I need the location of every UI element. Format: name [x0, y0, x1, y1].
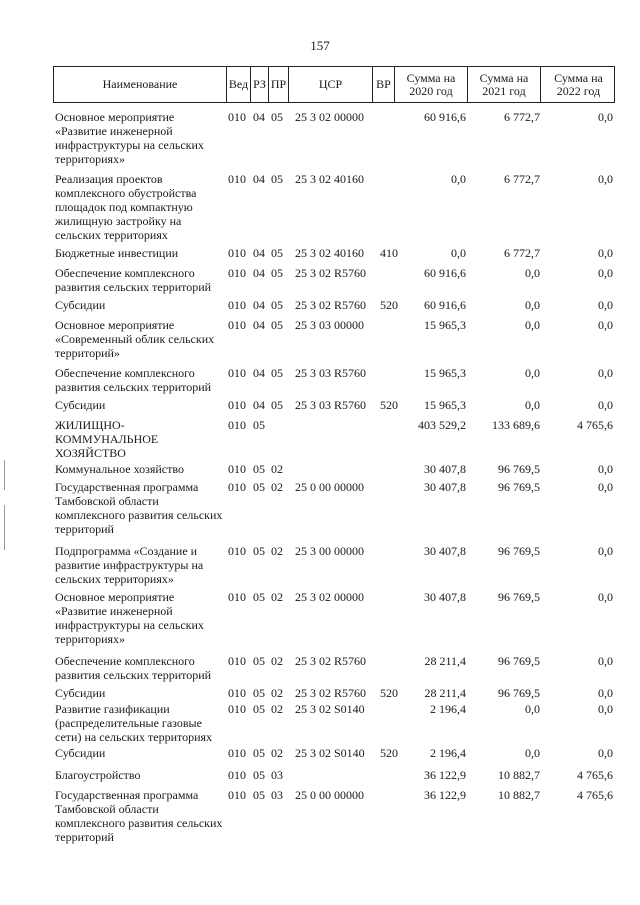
- cell-name: Субсидии: [55, 746, 106, 760]
- cell-s1: 60 916,6: [424, 298, 466, 312]
- cell-name: Бюджетные инвестиции: [55, 246, 179, 260]
- cell-ved: 010: [228, 590, 246, 604]
- cell-s1: 60 916,6: [424, 266, 466, 280]
- cell-csr: 25 3 02 R5760: [295, 686, 367, 700]
- cell-name: Субсидии: [55, 686, 106, 700]
- cell-s1: 60 916,6: [424, 110, 466, 124]
- cell-pr: 02: [271, 702, 283, 716]
- cell-name: Государственная программа Тамбовской области комплексного развития сельских территорий: [55, 788, 223, 844]
- cell-pr: 05: [271, 110, 283, 124]
- cell-csr: 25 0 00 00000: [295, 480, 364, 494]
- cell-rz: 04: [253, 172, 265, 186]
- column-header-sum-2021: Сумма на 2021 год: [468, 67, 541, 102]
- cell-csr: 25 3 02 00000: [295, 590, 364, 604]
- cell-s3: 0,0: [598, 172, 613, 186]
- cell-s2: 10 882,7: [498, 788, 540, 802]
- cell-s1: 15 965,3: [424, 398, 466, 412]
- cell-pr: 02: [271, 480, 283, 494]
- column-header-ved: Вед: [227, 67, 251, 102]
- cell-name: Субсидии: [55, 398, 106, 412]
- cell-s2: 96 769,5: [498, 686, 540, 700]
- cell-ved: 010: [228, 462, 246, 476]
- cell-ved: 010: [228, 544, 246, 558]
- cell-s1: 28 211,4: [424, 686, 466, 700]
- cell-s2: 96 769,5: [498, 654, 540, 668]
- cell-csr: 25 3 02 R5760: [295, 654, 367, 668]
- cell-name: Коммунальное хозяйство: [55, 462, 184, 476]
- cell-s2: 96 769,5: [498, 480, 540, 494]
- cell-name: Обеспечение комплексного развития сельских территорий: [55, 366, 212, 394]
- cell-s2: 96 769,5: [498, 544, 540, 558]
- cell-name: Основное мероприятие «Развитие инженерной инфраструктуры на сельских территориях»: [55, 110, 204, 166]
- cell-s3: 0,0: [598, 318, 613, 332]
- cell-s3: 4 765,6: [577, 418, 613, 432]
- cell-csr: 25 3 03 R5760: [295, 398, 367, 412]
- table-header: [53, 66, 615, 103]
- cell-s3: 0,0: [598, 686, 613, 700]
- cell-pr: 03: [271, 768, 283, 782]
- cell-vr: 520: [380, 398, 398, 412]
- column-header-name: Наименование: [54, 67, 227, 102]
- cell-s3: 0,0: [598, 462, 613, 476]
- cell-csr: 25 3 03 00000: [295, 318, 364, 332]
- column-header-sum-2022: Сумма на 2022 год: [554, 70, 603, 98]
- column-header-pr: ПР: [269, 67, 289, 102]
- cell-rz: 05: [253, 788, 265, 802]
- cell-name: Благоустройство: [55, 768, 141, 782]
- cell-csr: 25 3 02 40160: [295, 246, 364, 260]
- cell-name: Обеспечение комплексного развития сельских территорий: [55, 654, 212, 682]
- cell-s3: 0,0: [598, 654, 613, 668]
- cell-rz: 05: [253, 702, 265, 716]
- cell-rz: 05: [253, 590, 265, 604]
- cell-ved: 010: [228, 318, 246, 332]
- cell-ved: 010: [228, 298, 246, 312]
- cell-s2: 0,0: [525, 266, 540, 280]
- cell-pr: 05: [271, 298, 283, 312]
- cell-vr: 520: [380, 298, 398, 312]
- cell-name: Развитие газификации (распределительные газовые сети) на сельских территориях: [55, 702, 213, 744]
- cell-s3: 0,0: [598, 480, 613, 494]
- scan-margin-mark: [4, 505, 5, 550]
- cell-pr: 03: [271, 788, 283, 802]
- cell-name: Основное мероприятие «Современный облик сельских территорий»: [55, 318, 215, 360]
- cell-pr: 05: [271, 172, 283, 186]
- cell-rz: 04: [253, 266, 265, 280]
- cell-s2: 6 772,7: [504, 246, 540, 260]
- cell-rz: 04: [253, 398, 265, 412]
- cell-pr: 05: [271, 366, 283, 380]
- cell-pr: 02: [271, 544, 283, 558]
- cell-s1: 28 211,4: [424, 654, 466, 668]
- cell-s3: 0,0: [598, 266, 613, 280]
- cell-rz: 04: [253, 110, 265, 124]
- cell-s3: 0,0: [598, 398, 613, 412]
- cell-vr: 410: [380, 246, 398, 260]
- cell-pr: 02: [271, 686, 283, 700]
- cell-s1: 0,0: [451, 246, 466, 260]
- cell-s2: 0,0: [525, 398, 540, 412]
- cell-rz: 04: [253, 366, 265, 380]
- cell-ved: 010: [228, 418, 246, 432]
- page-number: 157: [310, 38, 330, 53]
- cell-rz: 04: [253, 298, 265, 312]
- cell-ved: 010: [228, 110, 246, 124]
- cell-csr: 25 3 02 S0140: [295, 746, 365, 760]
- cell-ved: 010: [228, 398, 246, 412]
- cell-name: Реализация проектов комплексного обустройства площадок под компактную жилищную застройку на сельских территориях: [55, 172, 197, 242]
- cell-csr: 25 3 02 R5760: [295, 266, 367, 280]
- cell-s1: 30 407,8: [424, 590, 466, 604]
- cell-s1: 15 965,3: [424, 366, 466, 380]
- cell-s2: 133 689,6: [492, 418, 540, 432]
- cell-s2: 6 772,7: [504, 110, 540, 124]
- cell-rz: 05: [253, 418, 265, 432]
- column-header-vr: ВР: [373, 67, 395, 102]
- cell-rz: 05: [253, 654, 265, 668]
- cell-ved: 010: [228, 768, 246, 782]
- cell-ved: 010: [228, 266, 246, 280]
- cell-s2: 0,0: [525, 318, 540, 332]
- cell-s3: 0,0: [598, 544, 613, 558]
- cell-s1: 36 122,9: [424, 788, 466, 802]
- cell-ved: 010: [228, 686, 246, 700]
- cell-s1: 403 529,2: [418, 418, 466, 432]
- cell-rz: 05: [253, 746, 265, 760]
- cell-name: Обеспечение комплексного развития сельских территорий: [55, 266, 212, 294]
- cell-pr: 02: [271, 654, 283, 668]
- cell-ved: 010: [228, 246, 246, 260]
- cell-s3: 0,0: [598, 702, 613, 716]
- cell-ved: 010: [228, 480, 246, 494]
- cell-s3: 0,0: [598, 110, 613, 124]
- cell-csr: 25 3 02 R5760: [295, 298, 367, 312]
- cell-csr: 25 3 02 S0140: [295, 702, 365, 716]
- cell-vr: 520: [380, 746, 398, 760]
- cell-rz: 04: [253, 318, 265, 332]
- cell-pr: 02: [271, 462, 283, 476]
- cell-s3: 0,0: [598, 298, 613, 312]
- cell-ved: 010: [228, 702, 246, 716]
- cell-s2: 6 772,7: [504, 172, 540, 186]
- cell-s3: 4 765,6: [577, 768, 613, 782]
- cell-pr: 02: [271, 746, 283, 760]
- cell-s3: 0,0: [598, 746, 613, 760]
- cell-s3: 0,0: [598, 246, 613, 260]
- cell-ved: 010: [228, 172, 246, 186]
- cell-s3: 0,0: [598, 366, 613, 380]
- cell-s1: 0,0: [451, 172, 466, 186]
- cell-s2: 0,0: [525, 366, 540, 380]
- column-header-csr: ЦСР: [289, 67, 373, 102]
- cell-rz: 05: [253, 462, 265, 476]
- cell-pr: 05: [271, 318, 283, 332]
- cell-ved: 010: [228, 654, 246, 668]
- cell-s1: 15 965,3: [424, 318, 466, 332]
- cell-pr: 05: [271, 246, 283, 260]
- cell-s1: 30 407,8: [424, 462, 466, 476]
- cell-s2: 96 769,5: [498, 462, 540, 476]
- cell-name: Субсидии: [55, 298, 106, 312]
- cell-s2: 0,0: [525, 746, 540, 760]
- cell-s1: 30 407,8: [424, 544, 466, 558]
- cell-name: Подпрограмма «Создание и развитие инфраструктуры на сельских территориях»: [55, 544, 204, 586]
- cell-name: Государственная программа Тамбовской области комплексного развития сельских территорий: [55, 480, 223, 536]
- cell-csr: 25 3 02 00000: [295, 110, 364, 124]
- cell-csr: 25 3 03 R5760: [295, 366, 367, 380]
- cell-ved: 010: [228, 366, 246, 380]
- cell-csr: 25 3 02 40160: [295, 172, 364, 186]
- cell-name: Основное мероприятие «Развитие инженерной инфраструктуры на сельских территориях»: [55, 590, 204, 646]
- cell-s1: 2 196,4: [430, 746, 466, 760]
- cell-rz: 04: [253, 246, 265, 260]
- cell-csr: 25 3 00 00000: [295, 544, 364, 558]
- cell-csr: 25 0 00 00000: [295, 788, 364, 802]
- cell-s3: 0,0: [598, 590, 613, 604]
- cell-s2: 96 769,5: [498, 590, 540, 604]
- cell-s2: 10 882,7: [498, 768, 540, 782]
- cell-s1: 2 196,4: [430, 702, 466, 716]
- column-header-rz: РЗ: [251, 67, 269, 102]
- scan-margin-mark: [4, 460, 5, 490]
- cell-pr: 02: [271, 590, 283, 604]
- cell-name: ЖИЛИЩНО-КОММУНАЛЬНОЕ ХОЗЯЙСТВО: [55, 418, 159, 460]
- cell-rz: 05: [253, 544, 265, 558]
- cell-pr: 05: [271, 266, 283, 280]
- cell-ved: 010: [228, 746, 246, 760]
- cell-pr: 05: [271, 398, 283, 412]
- cell-rz: 05: [253, 686, 265, 700]
- cell-s1: 30 407,8: [424, 480, 466, 494]
- cell-ved: 010: [228, 788, 246, 802]
- cell-s2: 0,0: [525, 702, 540, 716]
- cell-s2: 0,0: [525, 298, 540, 312]
- cell-rz: 05: [253, 768, 265, 782]
- cell-s1: 36 122,9: [424, 768, 466, 782]
- column-header-sum-2020: Сумма на 2020 год: [395, 67, 468, 102]
- cell-vr: 520: [380, 686, 398, 700]
- cell-rz: 05: [253, 480, 265, 494]
- cell-s3: 4 765,6: [577, 788, 613, 802]
